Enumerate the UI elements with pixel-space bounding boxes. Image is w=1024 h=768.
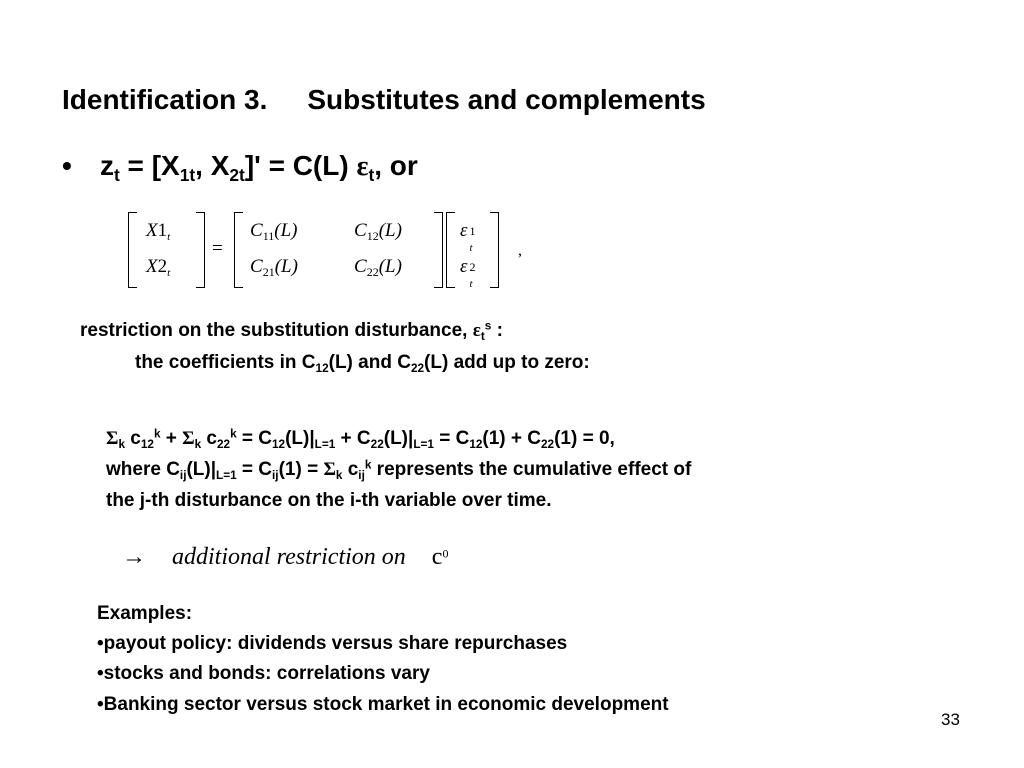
restriction-line-1: restriction on the substitution disturbance, $\varepsilon_t^s$ : xyxy=(80,319,503,344)
example-item: •payout policy: dividends versus share repurchases xyxy=(97,633,568,654)
sum-equation-line-2: where $C_{ij}(L)|_{L=1} = C_{ij}(1) = \Sigma_k$ $c_{ij}^k$ represents the cumulative effect of xyxy=(106,458,692,483)
c21-cell: $C_{21}(L)$ xyxy=(250,256,298,280)
c-superscript: 0 xyxy=(442,546,449,561)
lhs-right-bracket xyxy=(196,212,205,288)
lhs-row-2: $X2_t$ xyxy=(146,256,171,279)
lhs-left-bracket xyxy=(128,212,137,288)
c-symbol: c xyxy=(431,544,443,570)
c12-cell: $C_{12}(L)$ xyxy=(354,220,402,244)
examples-header: Examples: xyxy=(97,603,193,624)
example-item: •Banking sector versus stock market in economic development xyxy=(97,694,669,715)
epsilon-subscript: t xyxy=(368,165,375,186)
eps-right-bracket xyxy=(490,212,499,288)
eps-left-bracket xyxy=(446,212,455,288)
right-arrow-icon: → xyxy=(122,544,146,570)
bullet-marker: • xyxy=(62,150,72,181)
title-left: Identification 3. xyxy=(62,84,268,115)
cmatrix-right-bracket xyxy=(434,212,443,288)
sum-equation-line-1: $\Sigma_k$ $c_{12}^k + \Sigma_k$ $c_{22}^k = C_{12}(L)|_{L=1} + C_{22}(L)|_{L=1} = C_{12}(1) + C_{22}(1) = 0$, xyxy=(106,427,615,452)
bullet-equation xyxy=(62,150,418,186)
matrix-trailing-comma: , xyxy=(518,242,522,259)
z-symbol: z xyxy=(100,150,114,181)
c11-cell: $C_{11}(L)$ xyxy=(250,220,298,244)
eq-tail: , or xyxy=(374,150,418,181)
cmatrix-left-bracket xyxy=(234,212,243,288)
additional-restriction xyxy=(122,544,448,571)
x1-subscript: 1t xyxy=(179,165,196,186)
z-subscript: t xyxy=(114,165,120,186)
slide-title xyxy=(62,84,706,116)
c22-cell: $C_{22}(L)$ xyxy=(354,256,402,280)
restriction-line-2: the coefficients in $C_{12}(L)$ and $C_{22}(L)$ add up to zero: xyxy=(135,352,590,376)
lhs-row-1: $X1_t$ xyxy=(146,220,171,243)
eq-part-2: , X xyxy=(195,150,230,181)
eq-part-1: = [X xyxy=(119,150,180,181)
title-right: Substitutes and complements xyxy=(307,84,706,115)
eps-row-1: ε 1 t xyxy=(460,220,476,254)
matrix-equals: = xyxy=(212,238,223,259)
additional-restriction-text: additional restriction on xyxy=(172,544,406,570)
sum-equation-line-3: the j-th disturbance on the i-th variable over time. xyxy=(106,490,552,511)
epsilon-symbol: ε xyxy=(356,151,369,182)
example-item: •stocks and bonds: correlations vary xyxy=(97,663,430,684)
eps-row-2: ε 2 t xyxy=(460,256,476,290)
page-number: 33 xyxy=(941,710,960,729)
x2-subscript: 2t xyxy=(229,165,245,186)
eq-part-3: ]' = C(L) xyxy=(244,150,357,181)
matrix-equation xyxy=(128,212,548,288)
